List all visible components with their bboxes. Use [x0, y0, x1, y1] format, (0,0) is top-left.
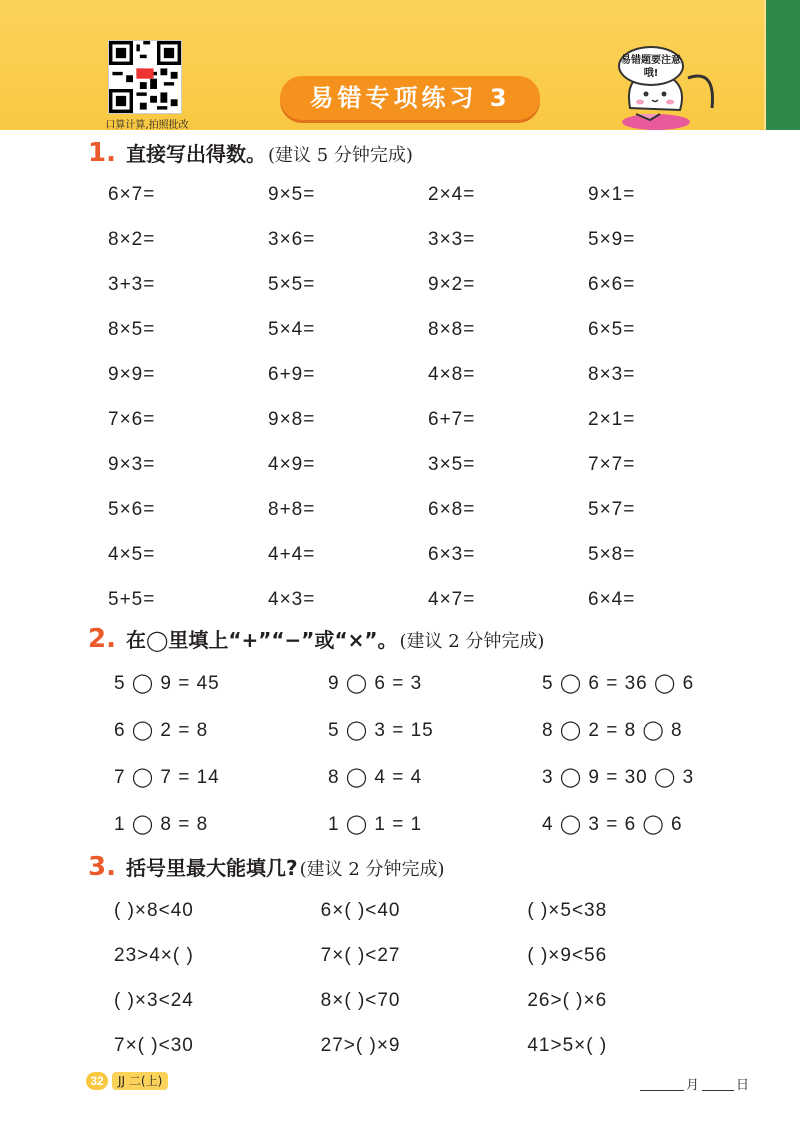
problem[interactable]: 4×5=: [108, 544, 156, 565]
problem[interactable]: 23>4×( ): [114, 945, 194, 966]
problem[interactable]: 6×8=: [428, 499, 476, 520]
problem-row: [108, 454, 748, 499]
problem[interactable]: 3×3=: [428, 229, 476, 250]
problem[interactable]: 1 ◯ 1 = 1: [328, 814, 423, 835]
problem[interactable]: 7×( )<30: [114, 1035, 194, 1056]
problem[interactable]: 6×( )<40: [320, 900, 401, 921]
problem[interactable]: 7×( )<27: [320, 945, 401, 966]
problem[interactable]: 5 ◯ 3 = 15: [328, 720, 434, 741]
problem[interactable]: 8×5=: [108, 319, 156, 340]
problem[interactable]: 6+7=: [428, 409, 476, 430]
problem[interactable]: 4×7=: [428, 589, 476, 610]
problem[interactable]: 6 ◯ 2 = 8: [114, 720, 209, 741]
problem-row: [114, 672, 734, 719]
grade-badge: JJ 二(上): [112, 1072, 168, 1090]
problem[interactable]: 8+8=: [268, 499, 316, 520]
section-2-title: 在◯里填上“+”“−”或“×”。: [125, 628, 398, 652]
section-3-heading: [88, 852, 445, 882]
problem-row: [108, 499, 748, 544]
problem[interactable]: 9×5=: [268, 184, 316, 205]
problem[interactable]: 4 ◯ 3 = 6 ◯ 6: [542, 814, 683, 835]
problem-row: [114, 990, 734, 1035]
problem[interactable]: 4+4=: [268, 544, 316, 565]
problem-row: [108, 274, 748, 319]
problem[interactable]: ( )×9<56: [527, 945, 608, 966]
problem-row: [108, 229, 748, 274]
speech-bubble: 易错题要注意哦!: [618, 46, 684, 86]
problem[interactable]: 4×8=: [428, 364, 476, 385]
problem[interactable]: 6×6=: [588, 274, 636, 295]
problem[interactable]: 9×8=: [268, 409, 316, 430]
page-title-banner: [280, 72, 540, 122]
problem[interactable]: 6×3=: [428, 544, 476, 565]
problem[interactable]: 26>( )×6: [527, 990, 608, 1011]
problem[interactable]: 5×7=: [588, 499, 636, 520]
month-label: 月: [686, 1078, 700, 1093]
problem[interactable]: 41>5×( ): [527, 1035, 608, 1056]
problem[interactable]: 8 ◯ 2 = 8 ◯ 8: [542, 720, 683, 741]
problem[interactable]: 5×5=: [268, 274, 316, 295]
problem[interactable]: 5+5=: [108, 589, 156, 610]
section-2-heading: [88, 624, 544, 654]
problem-row: [114, 1035, 734, 1080]
page-number: 32: [86, 1072, 108, 1090]
problem[interactable]: 1 ◯ 8 = 8: [114, 814, 209, 835]
problem[interactable]: 9×3=: [108, 454, 156, 475]
problem-row: [108, 319, 748, 364]
section-2-problems: [114, 672, 734, 860]
section-1-note: (建议 5 分钟完成): [267, 145, 413, 166]
problem[interactable]: 2×1=: [588, 409, 636, 430]
problem-row: [108, 544, 748, 589]
problem[interactable]: 5×4=: [268, 319, 316, 340]
problem-row: [114, 900, 734, 945]
section-1-number: 1.: [88, 138, 116, 168]
problem[interactable]: ( )×3<24: [114, 990, 194, 1011]
problem[interactable]: 27>( )×9: [320, 1035, 401, 1056]
problem[interactable]: 9 ◯ 6 = 3: [328, 673, 423, 694]
problem[interactable]: 3×6=: [268, 229, 316, 250]
problem[interactable]: 4×9=: [268, 454, 316, 475]
section-1-heading: [88, 138, 413, 168]
section-3-note: (建议 2 分钟完成): [299, 859, 445, 880]
problem[interactable]: 3 ◯ 9 = 30 ◯ 3: [542, 767, 695, 788]
problem[interactable]: 5 ◯ 6 = 36 ◯ 6: [542, 673, 695, 694]
problem[interactable]: 6×7=: [108, 184, 156, 205]
problem[interactable]: 9×9=: [108, 364, 156, 385]
problem-row: [108, 184, 748, 229]
problem[interactable]: 8×( )<70: [320, 990, 401, 1011]
section-3-number: 3.: [88, 852, 116, 882]
month-blank[interactable]: [640, 1090, 684, 1091]
problem[interactable]: 7 ◯ 7 = 14: [114, 767, 220, 788]
section-2-note: (建议 2 分钟完成): [399, 631, 545, 652]
problem[interactable]: 2×4=: [428, 184, 476, 205]
problem[interactable]: ( )×8<40: [114, 900, 194, 921]
problem[interactable]: 5 ◯ 9 = 45: [114, 673, 220, 694]
section-1-title: 直接写出得数。: [125, 142, 266, 166]
section-1-problems: [108, 184, 748, 634]
problem[interactable]: 6×4=: [588, 589, 636, 610]
problem[interactable]: 5×8=: [588, 544, 636, 565]
problem[interactable]: 9×1=: [588, 184, 636, 205]
problem[interactable]: 3+3=: [108, 274, 156, 295]
problem[interactable]: 7×7=: [588, 454, 636, 475]
day-blank[interactable]: [702, 1090, 734, 1091]
qr-code-icon: [109, 41, 181, 113]
problem[interactable]: 8×2=: [108, 229, 156, 250]
problem-row: [108, 364, 748, 409]
problem[interactable]: 3×5=: [428, 454, 476, 475]
problem[interactable]: ( )×5<38: [527, 900, 608, 921]
section-3-title: 括号里最大能填几?: [125, 856, 298, 880]
page-title: 易错专项练习 3: [309, 84, 511, 112]
problem[interactable]: 8 ◯ 4 = 4: [328, 767, 423, 788]
problem[interactable]: 5×9=: [588, 229, 636, 250]
problem-row: [114, 766, 734, 813]
problem[interactable]: 6+9=: [268, 364, 316, 385]
problem-row: [114, 945, 734, 990]
problem-row: [114, 719, 734, 766]
problem-row: [108, 409, 748, 454]
problem[interactable]: 4×3=: [268, 589, 316, 610]
day-label: 日: [736, 1078, 750, 1093]
problem[interactable]: 9×2=: [428, 274, 476, 295]
problem[interactable]: 8×3=: [588, 364, 636, 385]
problem[interactable]: 5×6=: [108, 499, 156, 520]
qr-caption: 口算计算,拍照批改: [105, 120, 189, 131]
qr-code[interactable]: [108, 40, 182, 114]
section-2-number: 2.: [88, 624, 116, 654]
header-edge: [766, 0, 800, 130]
problem[interactable]: 7×6=: [108, 409, 156, 430]
problem[interactable]: 6×5=: [588, 319, 636, 340]
section-3-problems: [114, 900, 734, 1080]
problem[interactable]: 8×8=: [428, 319, 476, 340]
